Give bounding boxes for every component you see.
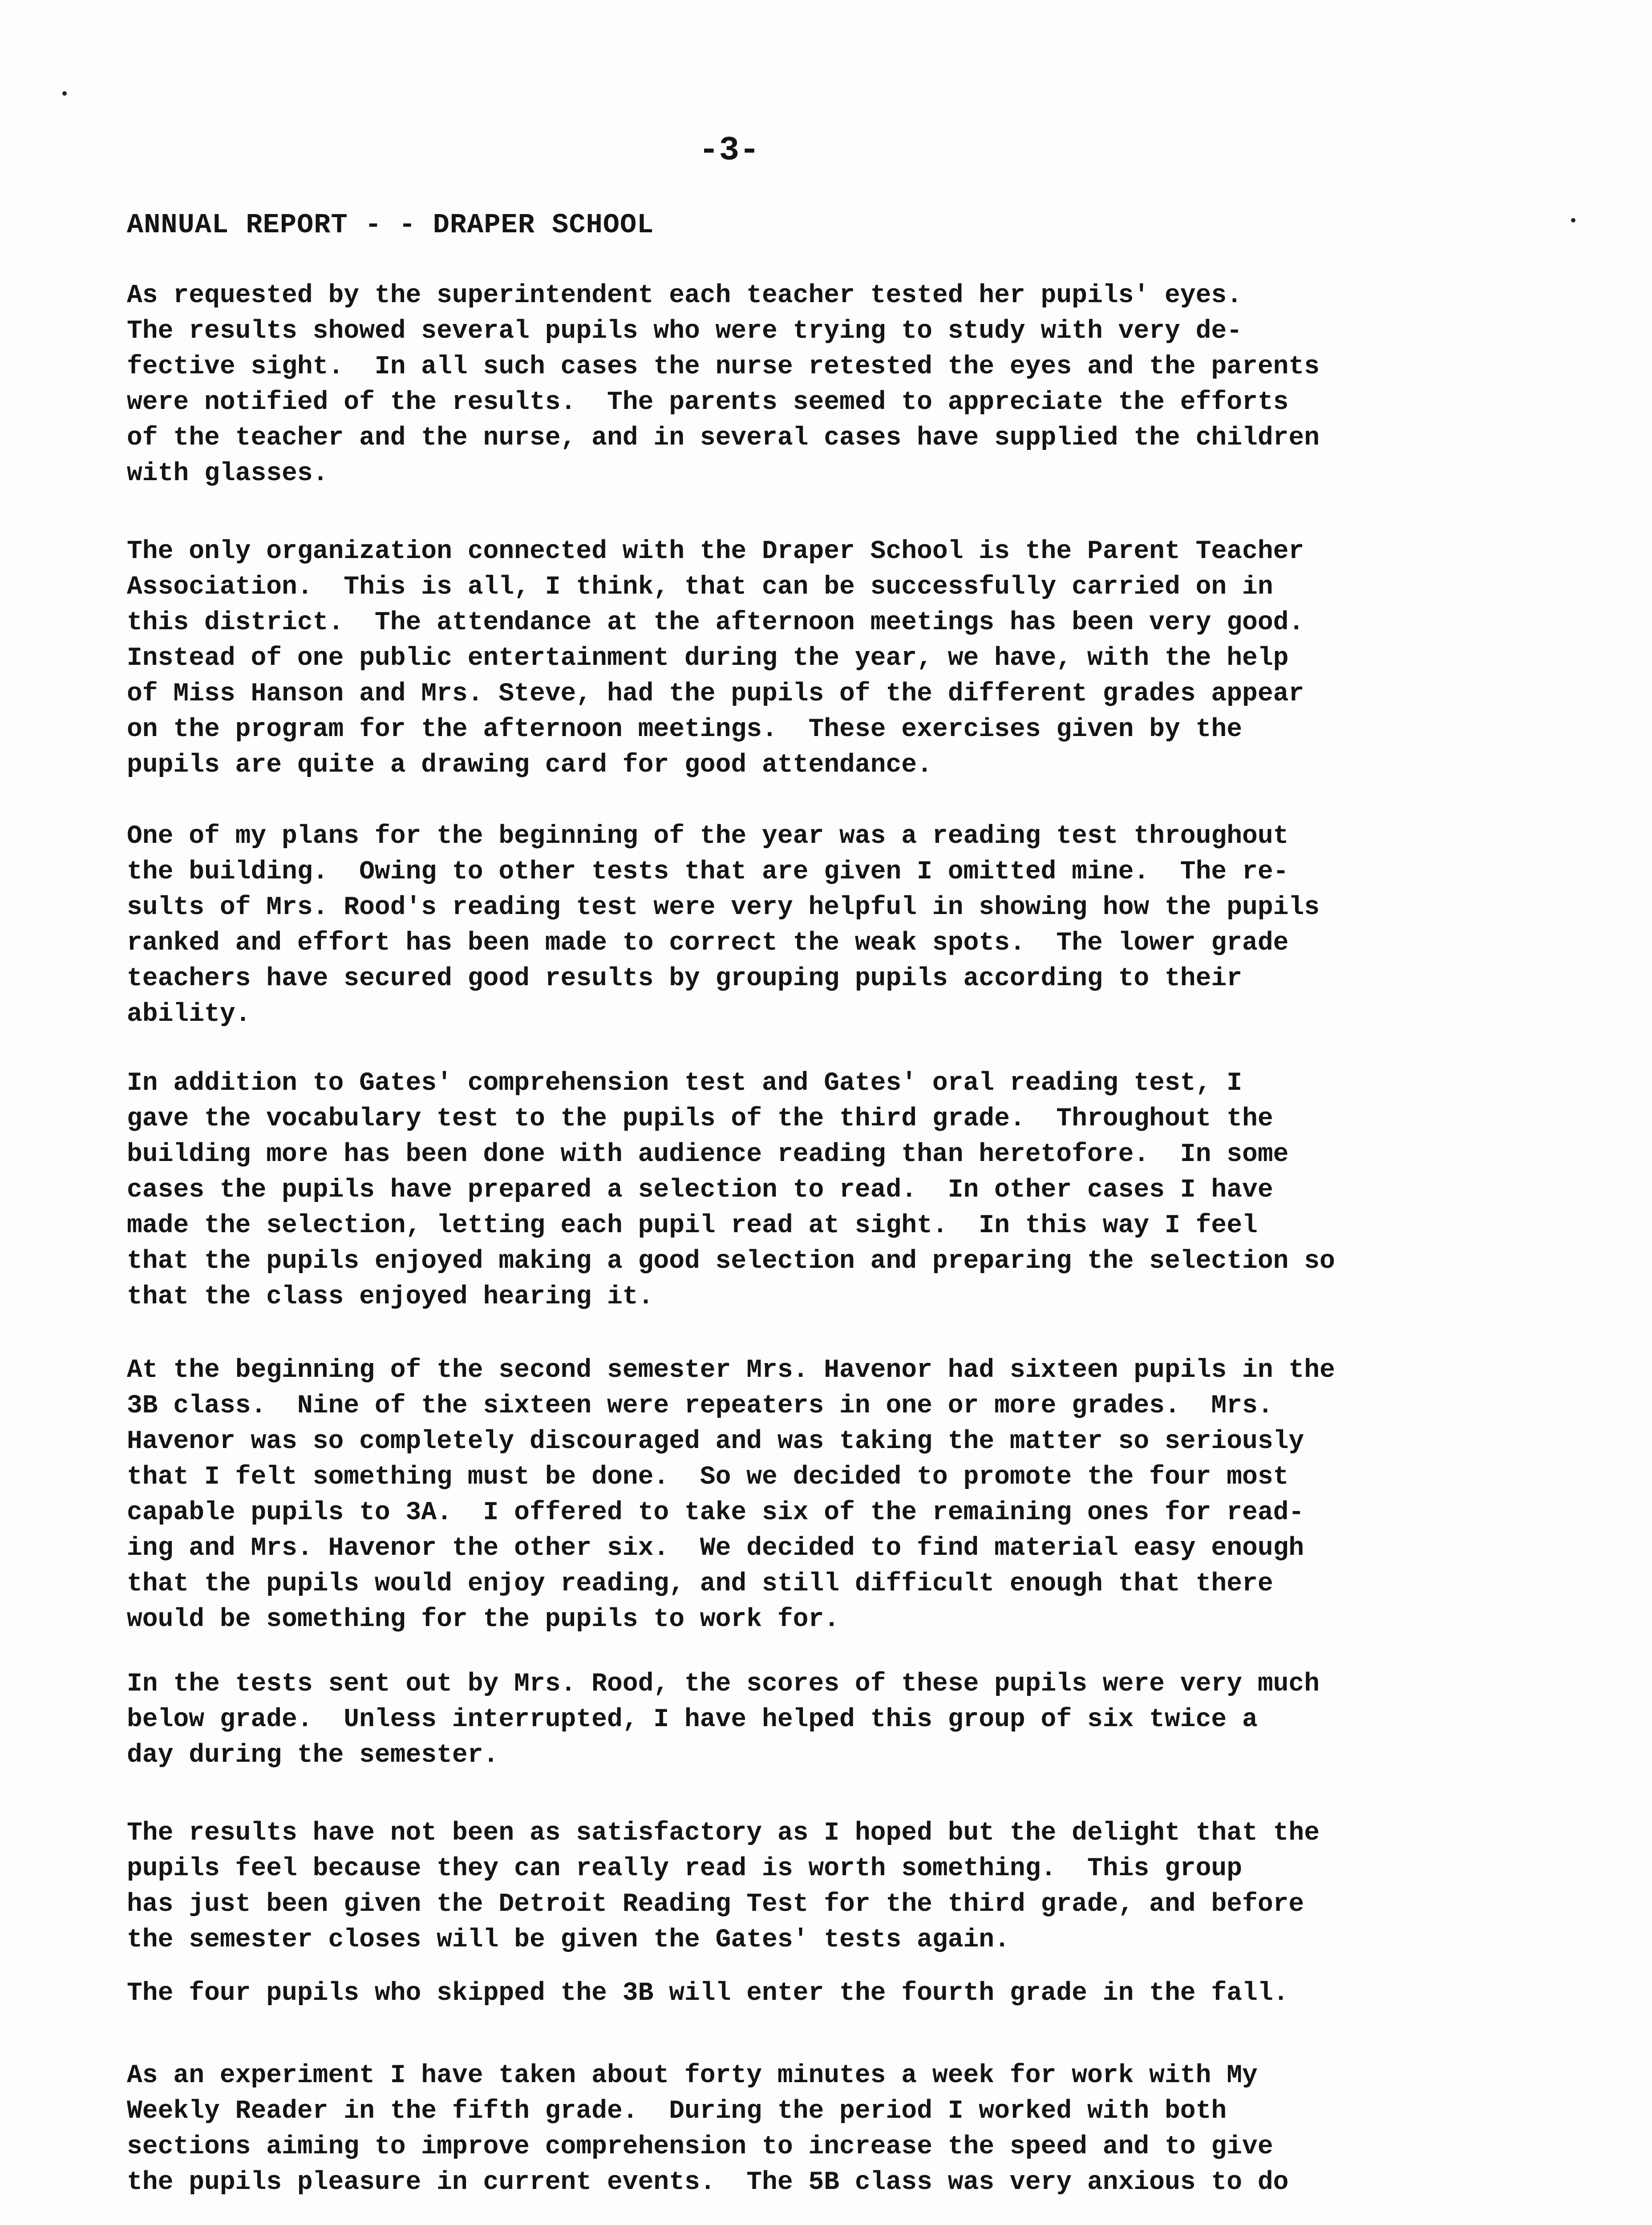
text-line: the semester closes will be given the Gates' tests again. [127,1926,1010,1954]
text-line: One of my plans for the beginning of the year was a reading test throughout [127,822,1289,851]
text-line: day during the semester. [127,1741,499,1770]
text-line: sections aiming to improve comprehension to increase the speed and to give [127,2132,1273,2161]
text-line: gave the vocabulary test to the pupils of the third grade. Throughout the [127,1104,1273,1133]
paragraph [127,819,1320,1032]
text-line: teachers have secured good results by grouping pupils according to their [127,964,1243,993]
paragraph [127,2058,1288,2201]
paragraph [127,1976,1288,2011]
text-line: The only organization connected with the Draper School is the Parent Teacher [127,537,1304,566]
text-line: made the selection, letting each pupil read at sight. In this way I feel [127,1211,1258,1240]
text-line: sults of Mrs. Rood's reading test were very helpful in showing how the pupils [127,893,1320,922]
text-line: below grade. Unless interrupted, I have helped this group of six twice a [127,1705,1258,1734]
text-line: capable pupils to 3A. I offered to take six of the remaining ones for read- [127,1498,1304,1527]
text-line: As requested by the superintendent each teacher tested her pupils' eyes. [127,281,1243,310]
text-line: that the pupils would enjoy reading, and still difficult enough that there [127,1570,1273,1598]
text-line: Association. This is all, I think, that can be successfully carried on in [127,573,1273,602]
text-line: As an experiment I have taken about forty minutes a week for work with My [127,2061,1258,2090]
text-line: that the class enjoyed hearing it. [127,1282,654,1311]
text-line: the pupils pleasure in current events. The 5B class was very anxious to do [127,2168,1289,2197]
page-number: -3- [699,131,760,170]
text-line: that the pupils enjoyed making a good selection and preparing the selection so [127,1247,1335,1276]
paragraph [127,1816,1320,1958]
text-line: ing and Mrs. Havenor the other six. We decided to find material easy enough [127,1534,1304,1563]
text-line: building more has been done with audience reading than heretofore. In some [127,1140,1289,1169]
text-line: with glasses. [127,459,328,488]
paragraph [127,534,1304,783]
text-line: has just been given the Detroit Reading Test for the third grade, and before [127,1890,1304,1919]
text-line: Instead of one public entertainment during the year, we have, with the help [127,644,1289,673]
paper-speck [62,91,67,96]
text-line: on the program for the afternoon meetings. These exercises given by the [127,715,1243,744]
paragraph [127,1667,1320,1773]
text-line: pupils feel because they can really read is worth something. This group [127,1854,1243,1883]
text-line: At the beginning of the second semester Mrs. Havenor had sixteen pupils in the [127,1356,1335,1385]
text-line: In the tests sent out by Mrs. Rood, the scores of these pupils were very much [127,1670,1320,1699]
text-line: cases the pupils have prepared a selection to read. In other cases I have [127,1176,1273,1205]
text-line: this district. The attendance at the afternoon meetings has been very good. [127,608,1304,637]
text-line: 3B class. Nine of the sixteen were repeaters in one or more grades. Mrs. [127,1392,1273,1420]
text-line: ranked and effort has been made to correct the weak spots. The lower grade [127,929,1289,958]
text-line: In addition to Gates' comprehension test and Gates' oral reading test, I [127,1069,1243,1098]
text-line: ability. [127,1000,251,1029]
report-heading: ANNUAL REPORT - - DRAPER SCHOOL [127,209,654,241]
text-line: of Miss Hanson and Mrs. Steve, had the pupils of the different grades appear [127,680,1304,708]
text-line: of the teacher and the nurse, and in several cases have supplied the children [127,424,1320,453]
text-line: pupils are quite a drawing card for good attendance. [127,751,932,780]
paragraph [127,1066,1335,1315]
paragraph [127,1353,1335,1638]
text-line: would be something for the pupils to work for. [127,1605,840,1634]
text-line: fective sight. In all such cases the nurse retested the eyes and the parents [127,352,1320,381]
text-line: that I felt something must be done. So we decided to promote the four most [127,1463,1289,1492]
text-line: Havenor was so completely discouraged and was taking the matter so seriously [127,1427,1304,1456]
text-line: were notified of the results. The parents seemed to appreciate the efforts [127,388,1289,417]
paragraph [127,278,1320,492]
text-line: The results showed several pupils who were trying to study with very de- [127,317,1243,346]
text-line: the building. Owing to other tests that are given I omitted mine. The re- [127,858,1289,886]
text-line: The results have not been as satisfactory as I hoped but the delight that the [127,1819,1320,1848]
text-line: Weekly Reader in the fifth grade. During the period I worked with both [127,2097,1227,2126]
text-line: The four pupils who skipped the 3B will enter the fourth grade in the fall. [127,1979,1289,2008]
paper-speck [1571,218,1575,222]
